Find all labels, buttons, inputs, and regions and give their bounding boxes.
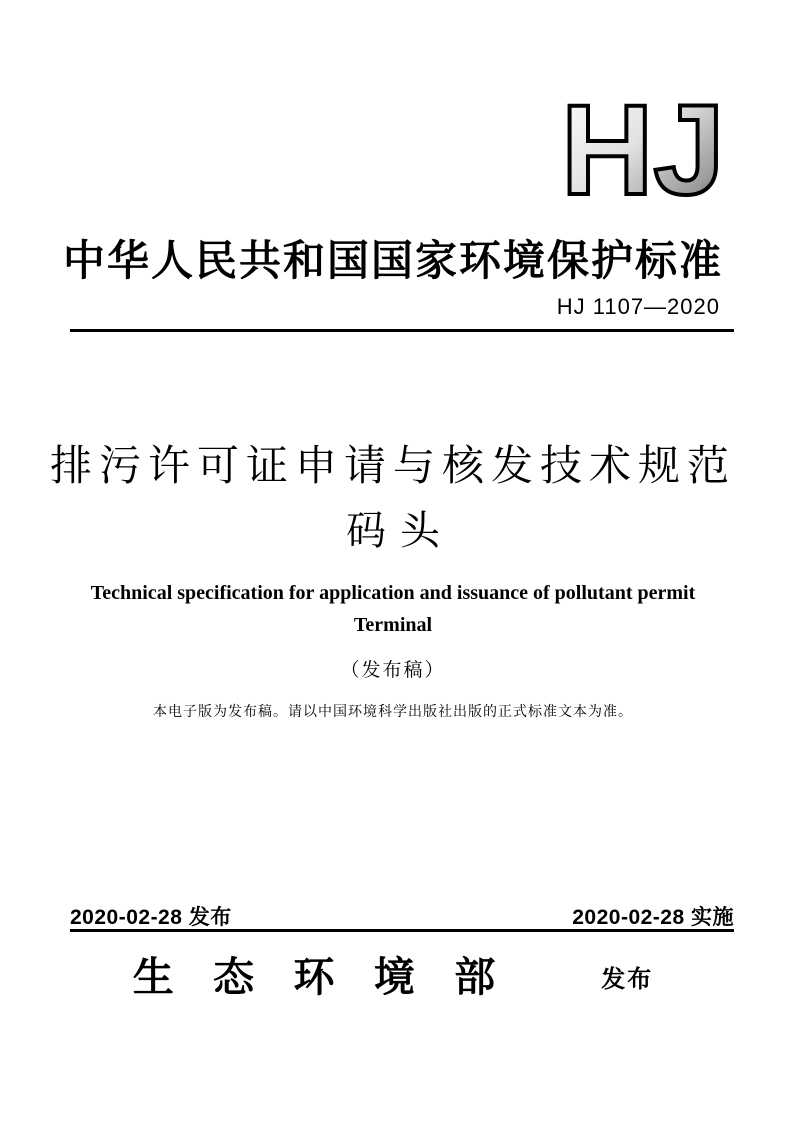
document-subtitle-cn: 码头 — [346, 509, 454, 553]
standard-number: HJ 1107—2020 — [556, 294, 720, 319]
publisher-row — [0, 944, 786, 1003]
release-date: 2020-02-28 发布 — [70, 906, 232, 929]
dates-row — [70, 901, 734, 931]
electronic-edition-note: 本电子版为发布稿。请以中国环境科学出版社出版的正式标准文本为准。 — [153, 703, 633, 719]
issuing-authority: 生 态 环 境 部 — [132, 954, 510, 1000]
document-title-cn: 排污许可证申请与核发技术规范 — [49, 442, 736, 489]
implementation-date: 2020-02-28 实施 — [572, 906, 734, 929]
national-standard-label: 中华人民共和国国家环境保护标准 — [62, 237, 723, 284]
issue-label: 发布 — [601, 966, 654, 993]
document-title-en: Technical specification for application and issuance of pollutant permit — [90, 582, 696, 604]
draft-version-note: （发布稿） — [340, 660, 446, 681]
hj-logo — [559, 88, 744, 213]
hj-logo-graphic — [559, 88, 744, 213]
document-subtitle-en: Terminal — [353, 614, 433, 636]
footer-divider-line — [70, 929, 734, 932]
header-divider-line — [70, 329, 734, 332]
hj-logo-text: HJ — [561, 88, 725, 213]
